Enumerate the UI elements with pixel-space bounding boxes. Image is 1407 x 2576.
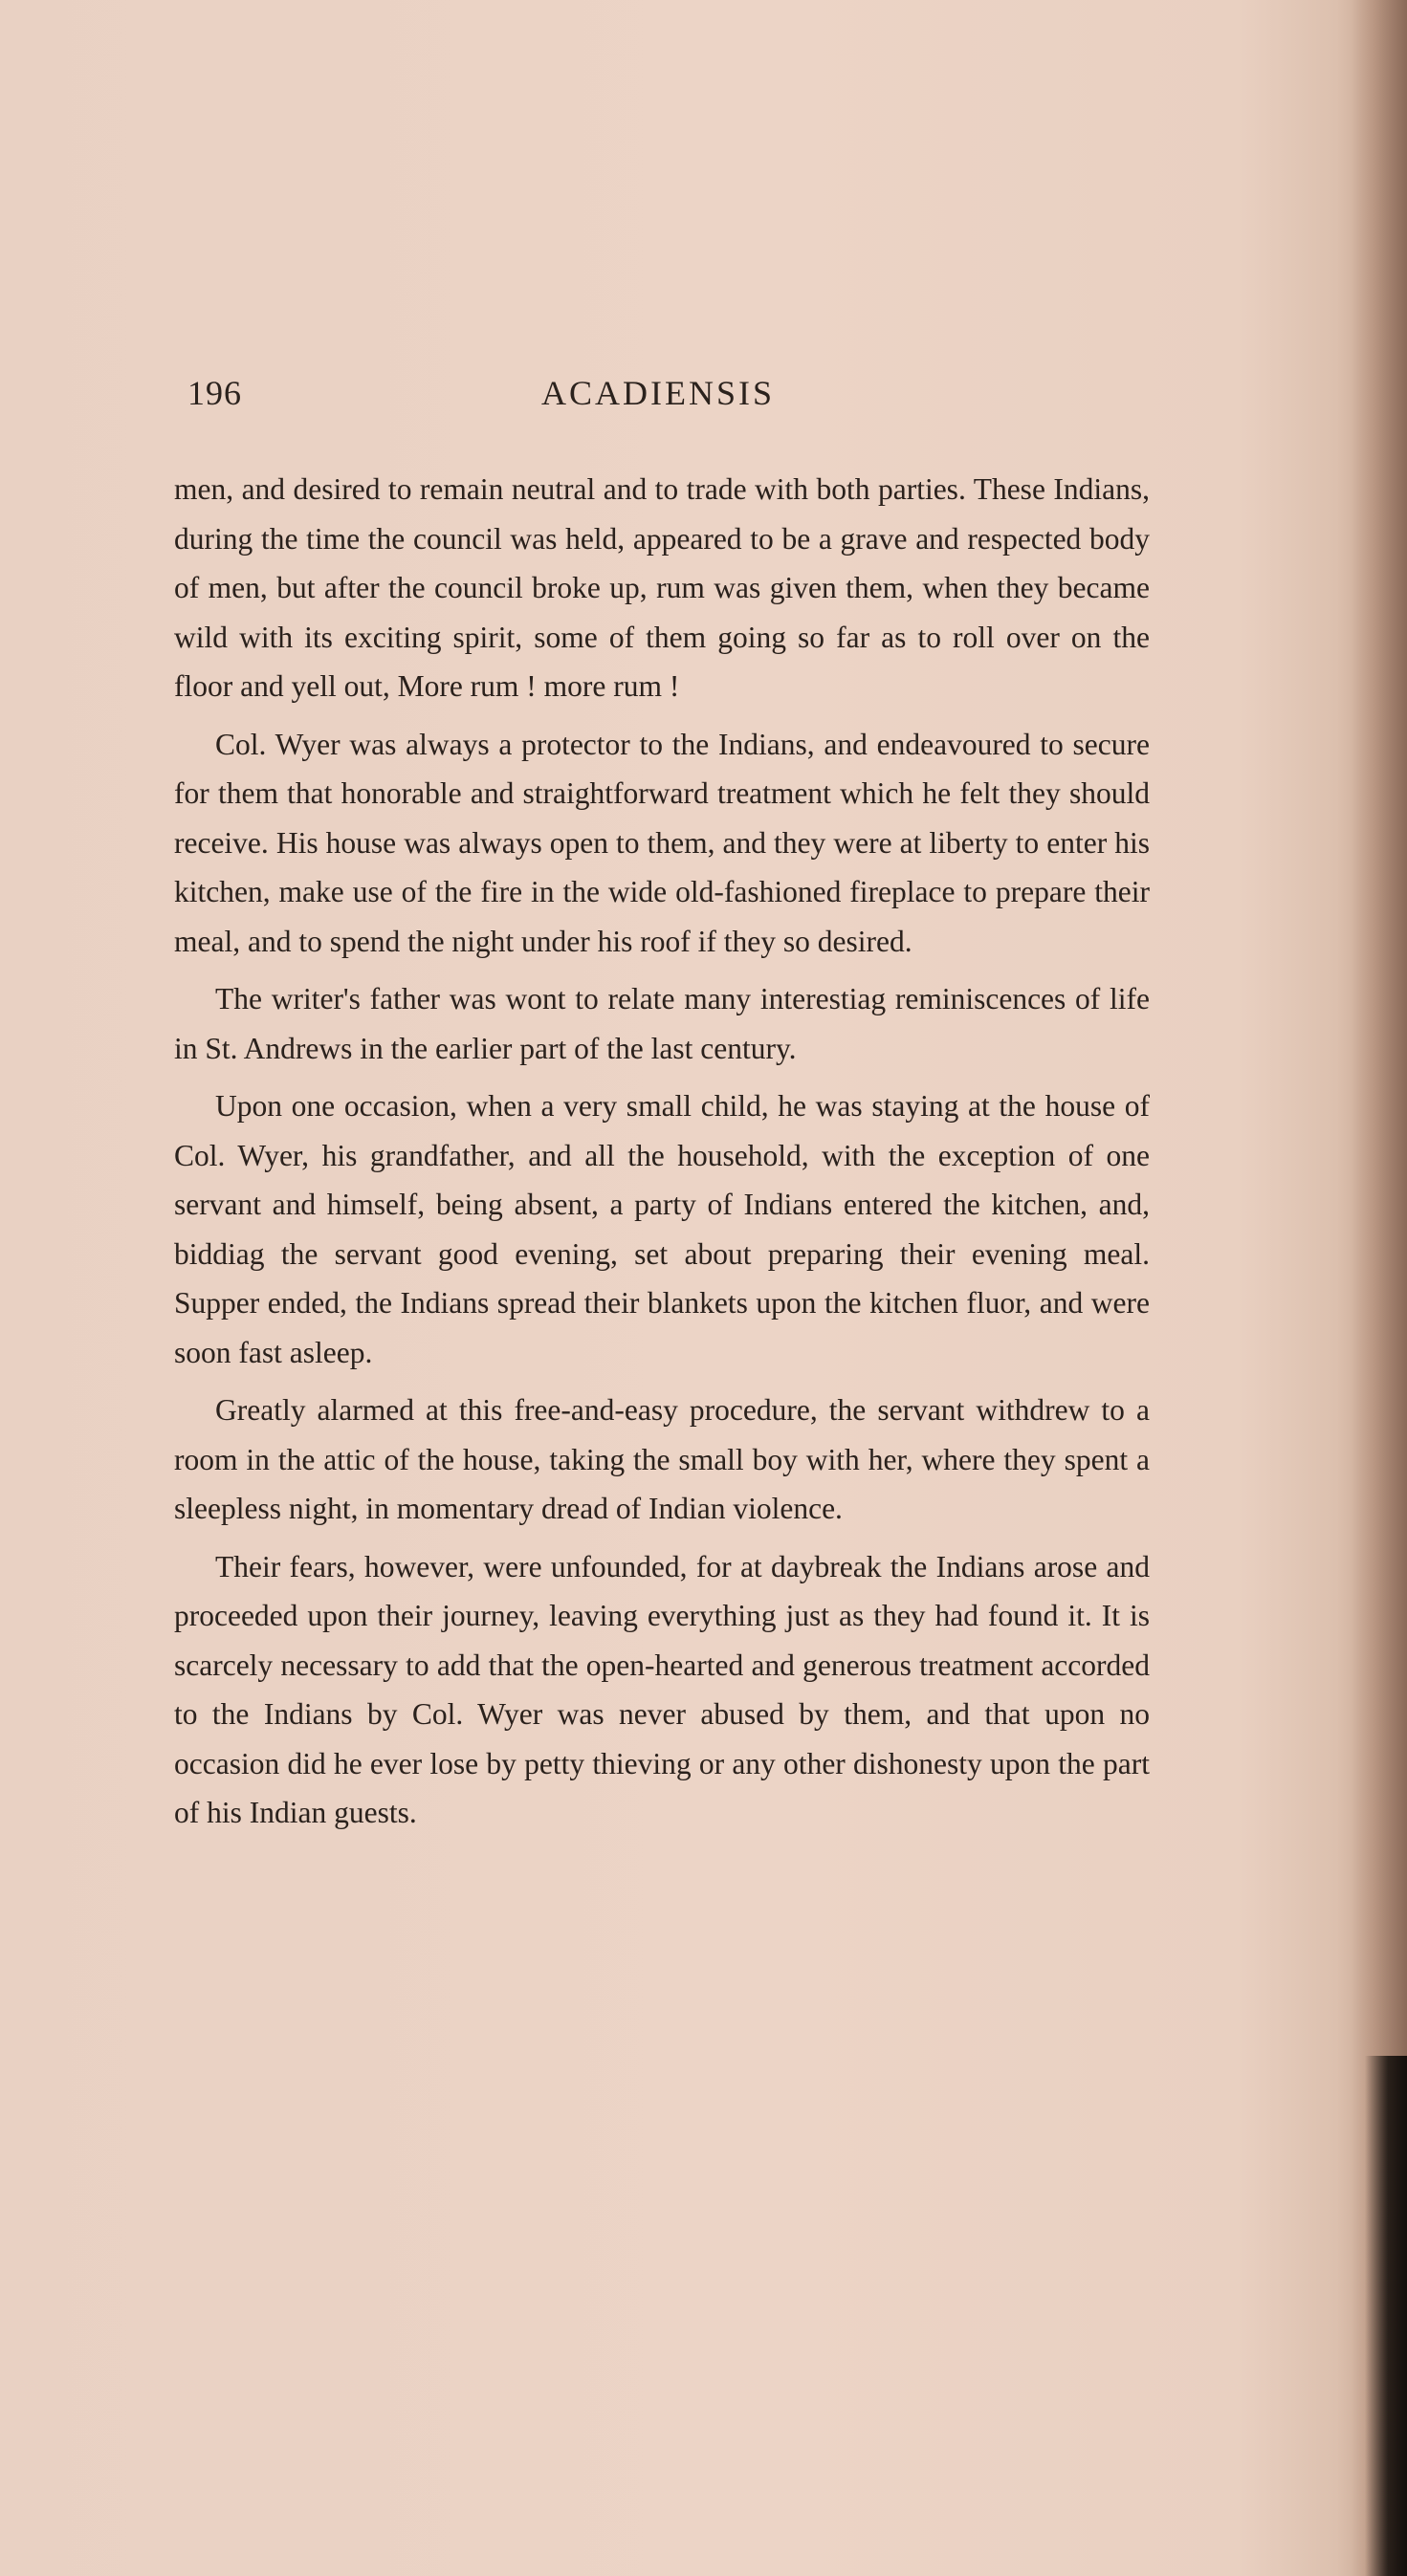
paragraph: Their fears, however, were unfounded, for at daybreak the Indians arose and proceeded upon their journey, leaving everything just as they had found it. It is scarcely necessary to add that the open-hearted and generous treatment accorded to the Indians by Col. Wyer was never abused by them, and that upon no occasion did he ever lose by petty thieving or any other dishonesty upon the part of his Indian guests.	[174, 1549, 1150, 1829]
paragraph: The writer's father was wont to relate many interestiag reminiscences of life in St. Andrews in the earlier part of the last century.	[174, 982, 1150, 1065]
page-number: 196	[187, 374, 242, 412]
paragraph: men, and desired to remain neutral and to trade with both parties. These Indians, during the time the council was held, appeared to be a grave and respected body of men, but after the council broke up, rum was given them, when they became wild with its exciting spirit, some of them going so far as to roll over on the floor and yell out, More rum ! more rum !	[174, 472, 1150, 703]
body-text	[174, 465, 1150, 1846]
paragraph: Col. Wyer was always a protector to the Indians, and endeavoured to secure for them that honorable and straightforward treatment which he felt they should receive. His house was always open to them, and they were at liberty to enter his kitchen, make use of the fire in the wide old-fashioned fireplace to prepare their meal, and to spend the night under his roof if they so desired.	[174, 727, 1150, 958]
book-spine-edge	[1365, 2056, 1407, 2576]
paragraph: Greatly alarmed at this free-and-easy procedure, the servant withdrew to a room in the attic of the house, taking the small boy with her, where they spent a sleepless night, in momentary dread of Indian violence.	[174, 1393, 1150, 1525]
paragraph: Upon one occasion, when a very small child, he was staying at the house of Col. Wyer, his grandfather, and all the household, with the exception of one servant and himself, being absent, a party of Indians entered the kitchen, and, biddiag the servant good evening, set about preparing their evening meal. Supper ended, the Indians spread their blankets upon the kitchen fluor, and were soon fast asleep.	[174, 1089, 1150, 1369]
running-header	[187, 373, 1154, 421]
running-title: ACADIENSIS	[541, 374, 776, 412]
